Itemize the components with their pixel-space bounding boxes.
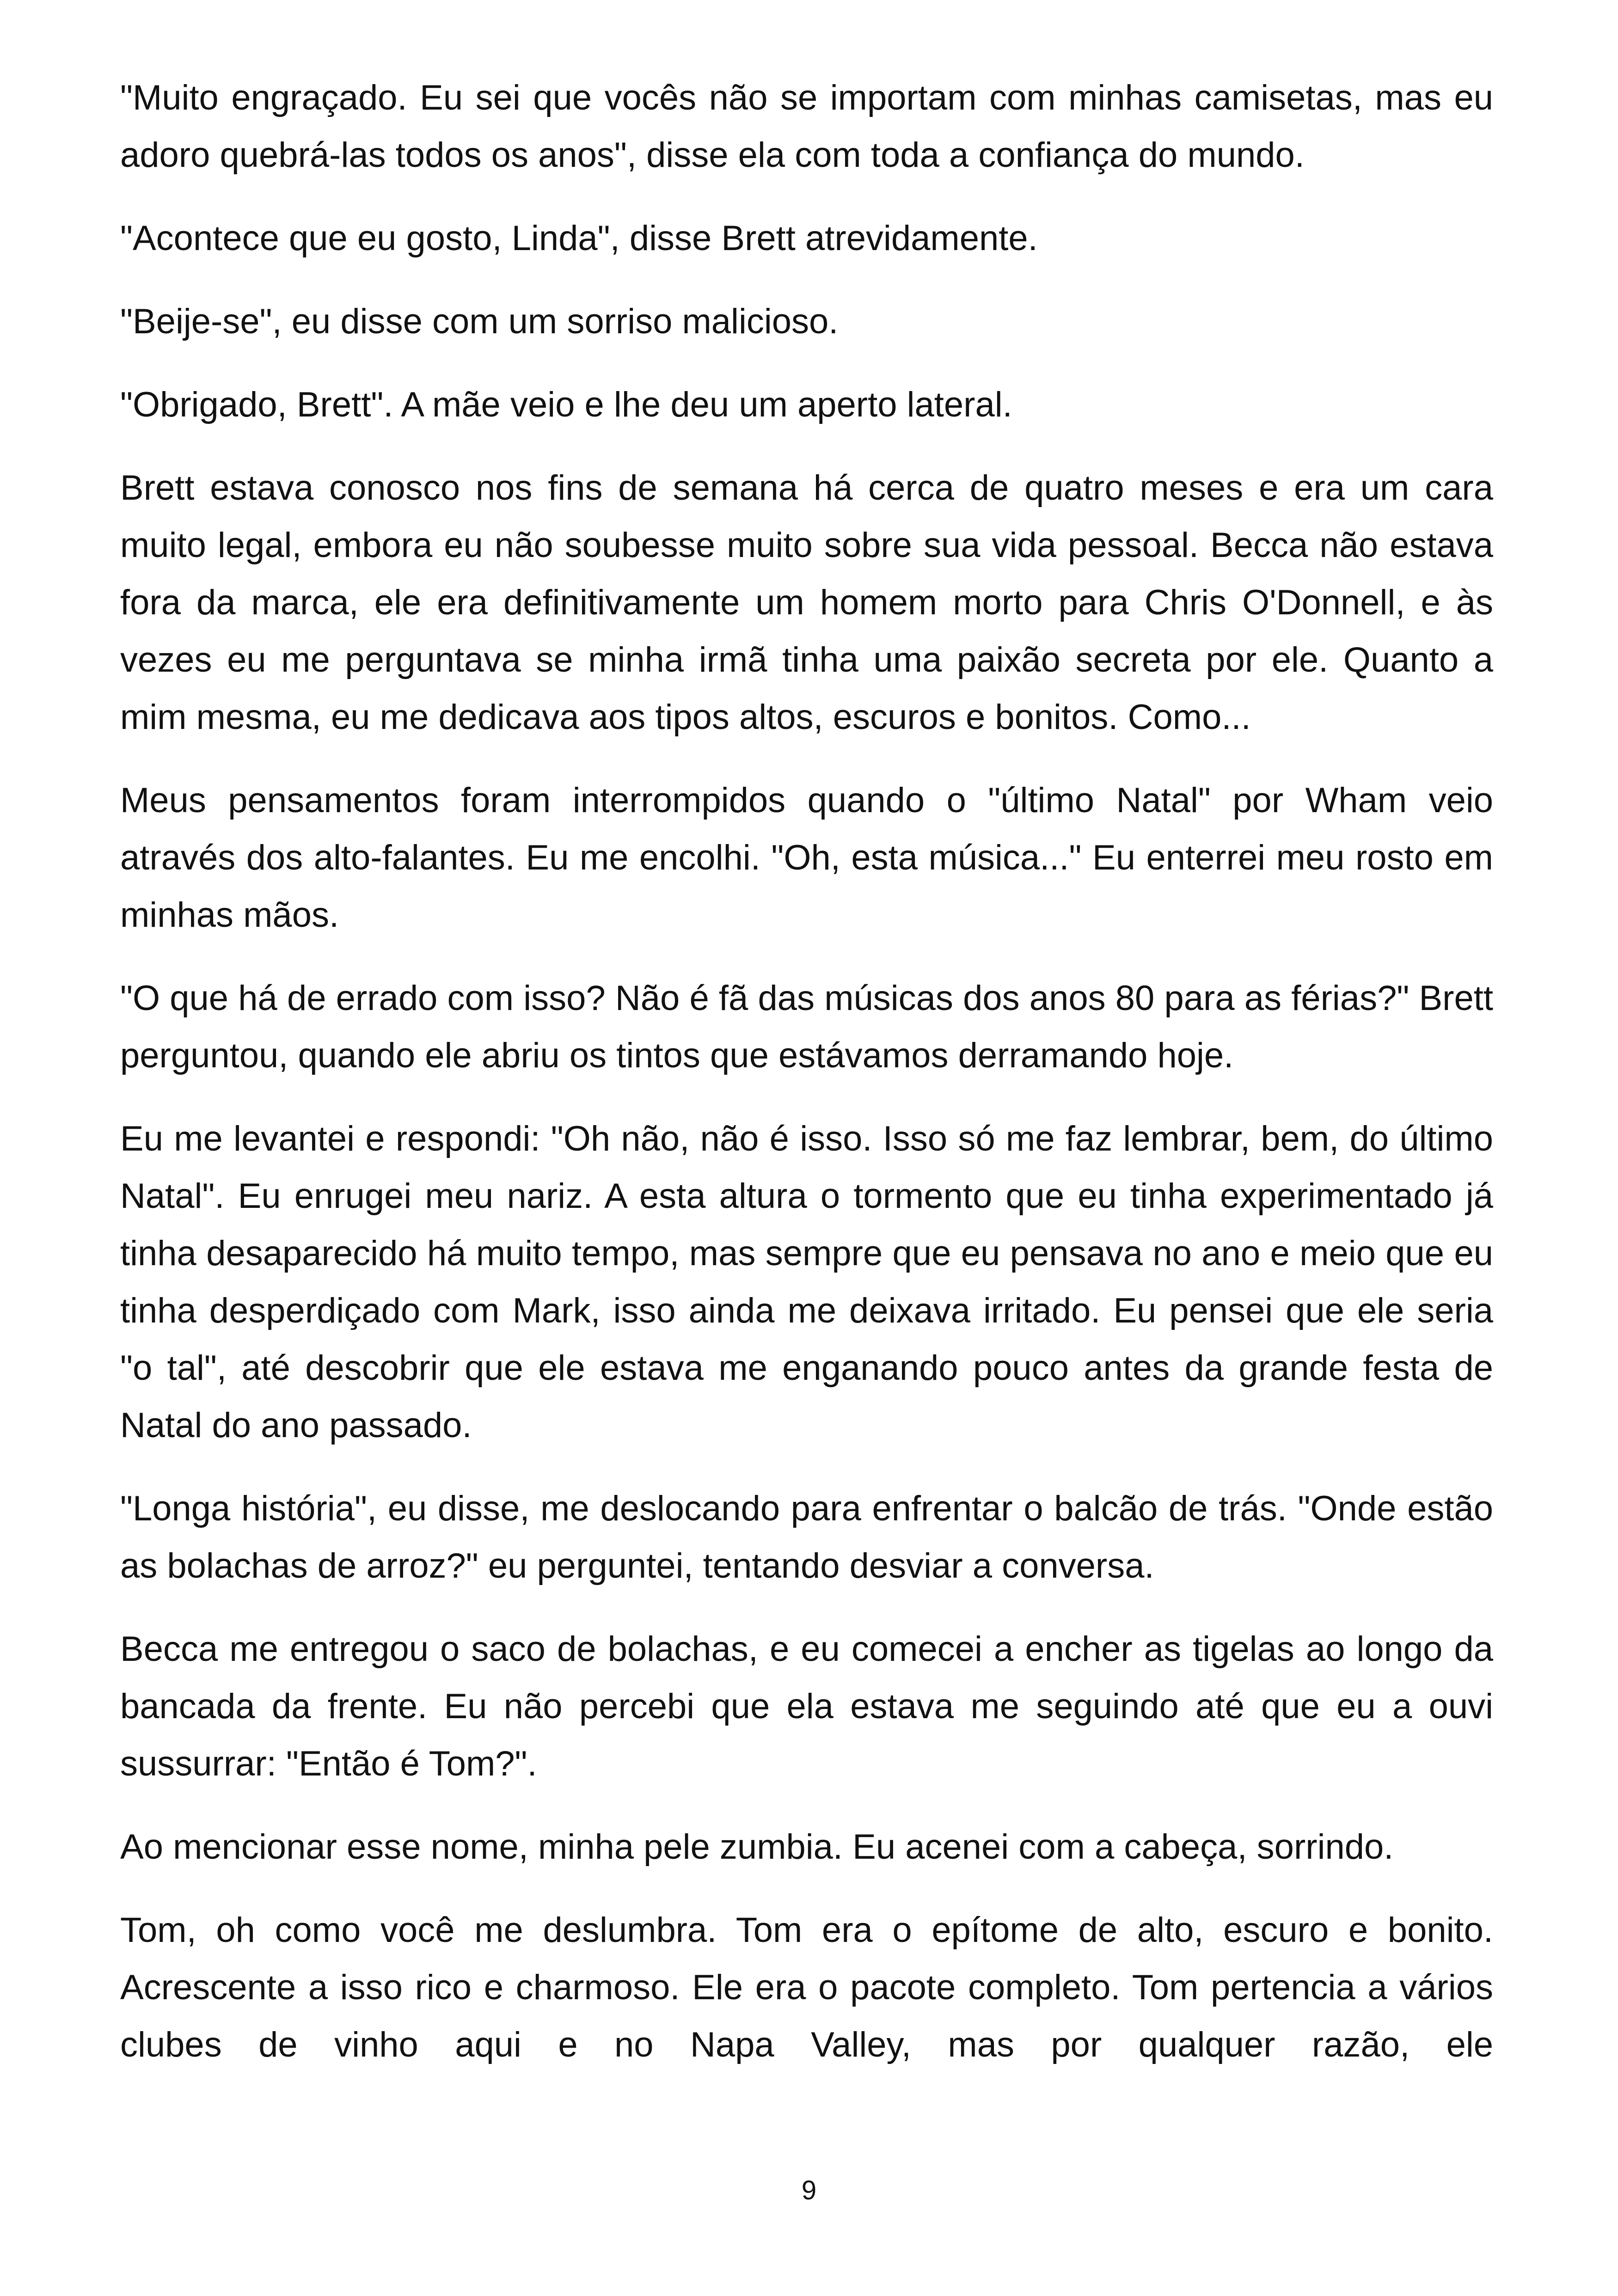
paragraph-9: "Longa história", eu disse, me deslocando para enfrentar o balcão de trás. "Onde estão as bolachas de arroz?" eu perguntei, tentando desviar a conversa. <box>120 1489 1493 1586</box>
paragraph-8: Eu me levantei e respondi: "Oh não, não é isso. Isso só me faz lembrar, bem, do último Natal". Eu enrugei meu nariz. A esta altura o tormento que eu tinha experimentado já tinha desaparecido há muito tempo, mas sempre que eu pensava no ano e meio que eu tinha desperdiçado com Mark, isso ainda me deixava irritado. Eu pensei que ele seria "o tal", até descobrir que ele estava me enganando pouco antes da grande festa de Natal do ano passado. <box>120 1119 1493 1445</box>
paragraph-4: "Obrigado, Brett". A mãe veio e lhe deu um aperto lateral. <box>120 385 1012 424</box>
paragraph-11: Ao mencionar esse nome, minha pele zumbia. Eu acenei com a cabeça, sorrindo. <box>120 1827 1394 1867</box>
paragraph-3: "Beije-se", eu disse com um sorriso malicioso. <box>120 302 839 341</box>
paragraph-7: "O que há de errado com isso? Não é fã das músicas dos anos 80 para as férias?" Brett perguntou, quando ele abriu os tintos que estávamos derramando hoje. <box>120 979 1493 1075</box>
page-body <box>120 69 1493 2074</box>
paragraph-10: Becca me entregou o saco de bolachas, e eu comecei a encher as tigelas ao longo da bancada da frente. Eu não percebi que ela estava me seguindo até que eu a ouvi sussurrar: "Então é Tom?". <box>120 1629 1493 1783</box>
paragraph-5: Brett estava conosco nos fins de semana há cerca de quatro meses e era um cara muito legal, embora eu não soubesse muito sobre sua vida pessoal. Becca não estava fora da marca, ele era definitivamente um homem morto para Chris O'Donnell, e às vezes eu me perguntava se minha irmã tinha uma paixão secreta por ele. Quanto a mim mesma, eu me dedicava aos tipos altos, escuros e bonitos. Como... <box>120 468 1493 737</box>
paragraph-12: Tom, oh como você me deslumbra. Tom era o epítome de alto, escuro e bonito. Acrescente a isso rico e charmoso. Ele era o pacote completo. Tom pertencia a vários clubes de vinho aqui e no Napa Valley, mas por qualquer razão, ele <box>120 1910 1493 2064</box>
paragraph-6: Meus pensamentos foram interrompidos quando o "último Natal" por Wham veio através dos alto-falantes. Eu me encolhi. "Oh, esta música..." Eu enterrei meu rosto em minhas mãos. <box>120 781 1493 935</box>
paragraph-1: "Muito engraçado. Eu sei que vocês não se importam com minhas camisetas, mas eu adoro quebrá-las todos os anos", disse ela com toda a confiança do mundo. <box>120 78 1493 175</box>
page-number: 9 <box>801 2175 817 2205</box>
paragraph-2: "Acontece que eu gosto, Linda", disse Brett atrevidamente. <box>120 219 1038 258</box>
